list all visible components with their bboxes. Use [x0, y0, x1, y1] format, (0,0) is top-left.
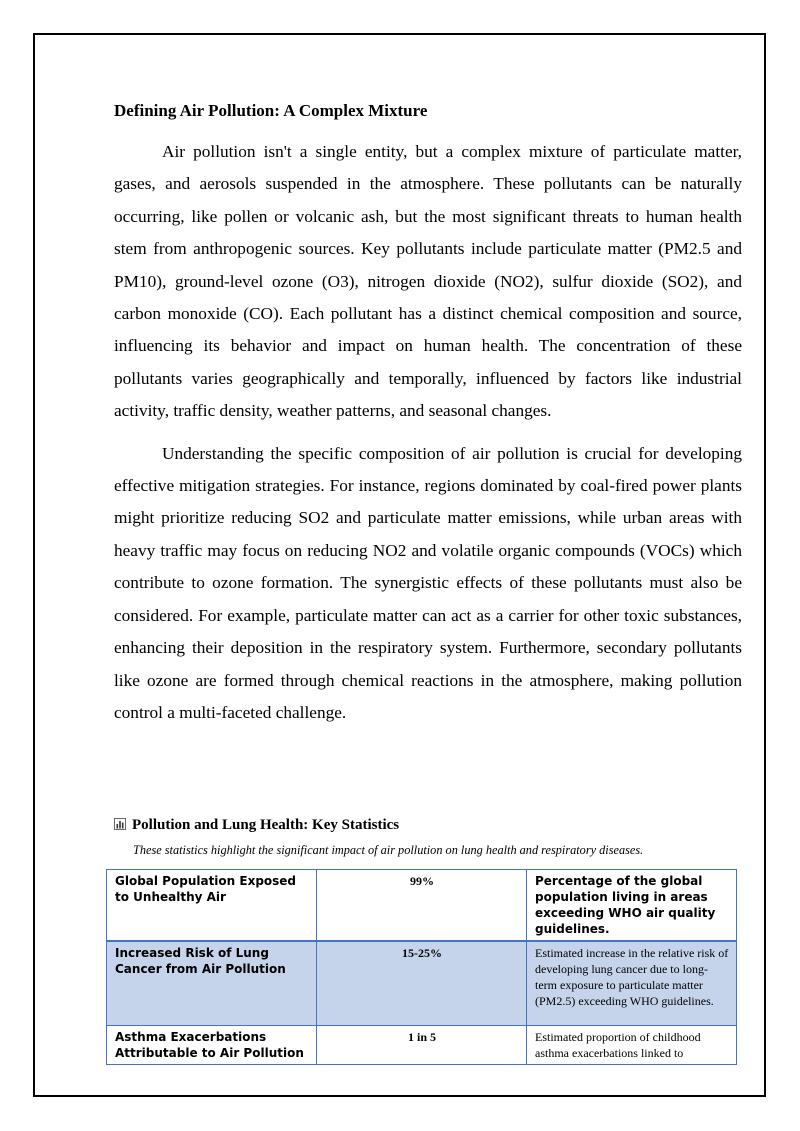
stats-title: [114, 814, 399, 836]
table-row: [107, 870, 737, 942]
stat-label: Increased Risk of Lung Cancer from Air Pollution: [107, 941, 317, 1026]
stat-description: Percentage of the global population living in areas exceeding WHO air quality guidelines.: [527, 870, 737, 942]
stat-label: Global Population Exposed to Unhealthy Air: [107, 870, 317, 942]
stats-title-text: Pollution and Lung Health: Key Statistics: [132, 817, 400, 833]
stat-value: 99%: [317, 870, 527, 942]
stat-description: Estimated proportion of childhood asthma exacerbations linked to: [527, 1026, 737, 1065]
stat-label: Asthma Exacerbations Attributable to Air Pollution: [107, 1026, 317, 1065]
stats-table: [106, 869, 737, 1065]
section-heading: Defining Air Pollution: A Complex Mixture: [114, 101, 428, 120]
table-row: [107, 1026, 737, 1065]
stat-description: Estimated increase in the relative risk of developing lung cancer due to long-term exposure to particulate matter (PM2.5) exceeding WHO guidelines.: [527, 941, 737, 1026]
table-row: [107, 941, 737, 1026]
stat-value: 15-25%: [317, 941, 527, 1026]
paragraph-2: Understanding the specific composition of air pollution is crucial for developing effective mitigation strategies. For instance, regions dominated by coal-fired power plants might prioritize reducing SO2 and particulate matter emissions, while urban areas with heavy traffic may focus on reducing NO2 and volatile organic compounds (VOCs) which contribute to ozone formation. The synergistic effects of these pollutants must also be considered. For example, particulate matter can act as a carrier for other toxic substances, enhancing their deposition in the respiratory system. Furthermore, secondary pollutants like ozone are formed through chemical reactions in the atmosphere, making pollution control a multi-faceted challenge.: [114, 443, 742, 722]
bar-chart-icon: [114, 814, 126, 836]
stats-subtitle: These statistics highlight the significant impact of air pollution on lung health and respiratory diseases.: [133, 843, 644, 857]
stat-value: 1 in 5: [317, 1026, 527, 1065]
document-body: [114, 98, 742, 739]
paragraph-1: Air pollution isn't a single entity, but a complex mixture of particulate matter, gases, and aerosols suspended in the atmosphere. These pollutants can be naturally occurring, like pollen or volcanic ash, but the most significant threats to human health stem from anthropogenic sources. Key pollutants include particulate matter (PM2.5 and PM10), ground-level ozone (O3), nitrogen dioxide (NO2), sulfur dioxide (SO2), and carbon monoxide (CO). Each pollutant has a distinct chemical composition and source, influencing its behavior and impact on human health. The concentration of these pollutants varies geographically and temporally, influenced by factors like industrial activity, traffic density, weather patterns, and seasonal changes.: [114, 142, 742, 421]
